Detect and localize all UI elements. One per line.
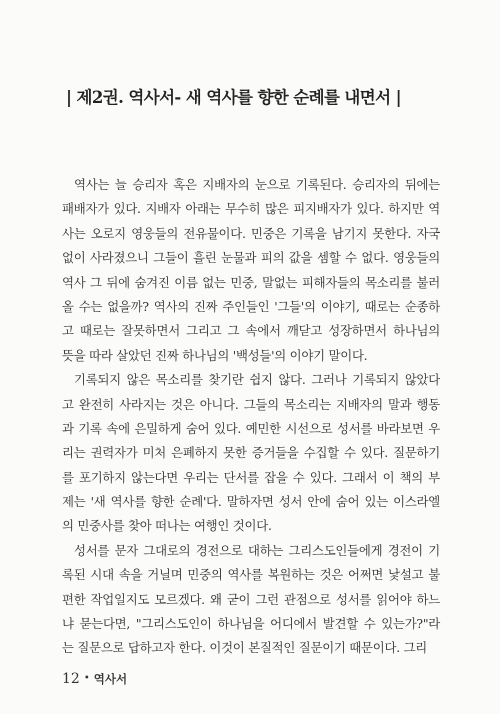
footer-separator: • <box>83 673 90 684</box>
paragraph-line: 없이 사라졌으니 그들이 흘린 눈물과 피의 값을 셈할 수 없다. 영웅들의 <box>62 250 440 266</box>
paragraph-line: 냐 묻는다면, "그리스도인이 하나님을 어디에서 발견할 수 있는가?"라 <box>62 616 440 632</box>
paragraph-line: 는 질문으로 답하고자 한다. 이것이 본질적인 질문이기 때문이다. 그리 <box>62 640 428 656</box>
paragraph-line: 록된 시대 속을 거닐며 민중의 역사를 복원하는 것은 어쩌면 낯설고 불 <box>62 567 440 583</box>
paragraph-line: 사는 오로지 영웅들의 전유물이다. 민중은 기록을 남기지 못한다. 자국 <box>62 225 440 241</box>
paragraph-line: 기록되지 않은 목소리를 찾기란 쉽지 않다. 그러나 기록되지 않았다 <box>74 372 440 388</box>
paragraph-line: 고 완전히 사라지는 것은 아니다. 그들의 목소리는 지배자의 말과 행동 <box>62 396 440 412</box>
paragraph-line: 고 때로는 잘못하면서 그리고 그 속에서 깨닫고 성장하면서 하나님의 <box>62 323 440 339</box>
chapter-heading: | 제2권. 역사서- 새 역사를 향한 순례를 내면서 | <box>66 88 401 107</box>
page-footer <box>62 671 127 687</box>
paragraph-line: 를 포기하지 않는다면 우리는 단서를 잡을 수 있다. 그래서 이 책의 부 <box>62 469 440 485</box>
paragraph-line: 제는 '새 역사를 향한 순례'다. 말하자면 성서 안에 숨어 있는 이스라엘 <box>62 494 440 510</box>
page-number: 12 <box>62 671 80 687</box>
paragraph-line: 의 민중사를 찾아 떠나는 여행인 것이다. <box>62 518 272 534</box>
paragraph-line: 과 기록 속에 은밀하게 숨어 있다. 예민한 시선으로 성서를 바라보면 우 <box>62 420 440 436</box>
paragraph-line: 뜻을 따라 살았던 진짜 하나님의 '백성들'의 이야기 말이다. <box>62 347 368 363</box>
paragraph-line: 성서를 문자 그대로의 경전으로 대하는 그리스도인들에게 경전이 기 <box>74 542 440 558</box>
paragraph-line: 편한 작업일지도 모르겠다. 왜 굳이 그런 관점으로 성서를 읽어야 하느 <box>62 591 440 607</box>
paragraph-line: 역사 그 뒤에 숨겨진 이름 없는 민중, 말없는 피해자들의 목소리를 불러 <box>62 274 440 290</box>
body-text <box>62 173 440 661</box>
paragraph-line: 패배자가 있다. 지배자 아래는 무수히 많은 피지배자가 있다. 하지만 역 <box>62 201 440 217</box>
paragraph-line: 역사는 늘 승리자 혹은 지배자의 눈으로 기록된다. 승리자의 뒤에는 <box>74 177 440 192</box>
running-title: 역사서 <box>93 672 128 686</box>
paragraph-line: 올 수는 없을까? 역사의 진짜 주인들인 '그들'의 이야기, 때로는 순종하 <box>62 298 440 314</box>
paragraph-line: 리는 권력자가 미처 은폐하지 못한 증거들을 수집할 수 있다. 질문하기 <box>62 445 440 461</box>
